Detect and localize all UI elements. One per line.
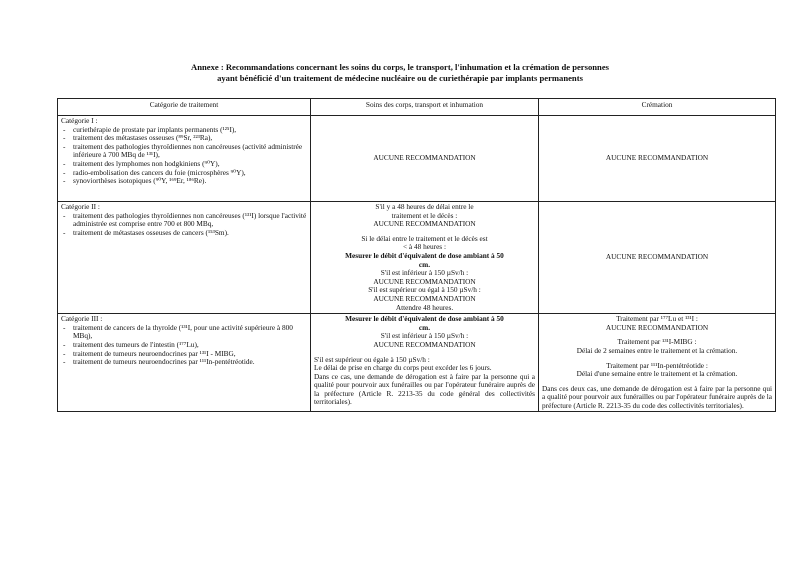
soins-measure: Mesurer le débit d'équivalent de dose ambiant à 50 xyxy=(345,314,504,324)
cremation-text: Traitement par ¹³¹I-MIBG : xyxy=(617,337,697,347)
recommendations-table xyxy=(57,98,776,412)
page-title xyxy=(0,62,800,84)
soins-text: AUCUNE RECOMMANDATION xyxy=(373,339,476,349)
category-1-cell xyxy=(58,116,311,202)
soins-text: S'il est supérieur ou égal à 150 µSv/h : xyxy=(368,285,481,295)
soins-text: S'il est inférieur à 150 µSv/h : xyxy=(380,331,469,341)
list-item: - synoviorthèses isotopiques (⁹⁰Y, ¹⁶⁹Er, ¹⁸⁶Re). xyxy=(73,177,307,186)
soins-text: S'il est supérieur ou égale à 150 µSv/h : xyxy=(314,354,430,364)
soins-measure: cm. xyxy=(418,322,431,332)
category-3-soins xyxy=(311,314,539,412)
list-item: - radio-embolisation des cancers du foie (microsphères ⁹⁰Y), xyxy=(73,169,307,178)
category-3-cell xyxy=(58,314,311,412)
list-item: - traitement des tumeurs de l'intestin (¹⁷⁷Lu), xyxy=(73,341,307,350)
list-item: - traitement de métastases osseuses de cancers (¹⁵³Sm). xyxy=(73,229,307,238)
list-item: - traitement des pathologies thyroïdiennes non cancéreuses (activité administrée inférieure à 700 MBq de ¹³¹I), xyxy=(73,143,307,160)
soins-measure: cm. xyxy=(418,259,431,269)
category-2-title: Catégorie II : xyxy=(61,202,100,211)
soins-text: AUCUNE RECOMMANDATION xyxy=(373,293,476,303)
soins-text: Le délai de prise en charge du corps peut excéder les 6 jours. xyxy=(314,363,492,373)
cremation-text: Traitement par ¹¹¹In-pentétréotide : xyxy=(606,360,708,370)
soins-text: S'il y a 48 heures de délai entre le xyxy=(375,202,474,211)
list-item: - traitement des métastases osseuses (⁸⁹Sr, ²²³Ra), xyxy=(73,134,307,143)
table-row-category-1 xyxy=(58,116,776,202)
cremation-text: Dans ces deux cas, une demande de dérogation est à faire par la personne qui a qualité pour pourvoir aux funérailles ou par l'opérateur funéraire auprès de la préfecture (Article R. 2213-35 du code des collectivités territoriales). xyxy=(542,383,772,410)
category-1-soins: AUCUNE RECOMMANDATION xyxy=(311,116,539,202)
title-line-1: Annexe : Recommandations concernant les soins du corps, le transport, l'inhumation et la crémation de personnes xyxy=(191,62,609,72)
table-row-category-2 xyxy=(58,202,776,314)
category-3-cremation xyxy=(539,314,776,412)
cremation-text: Délai de 2 semaines entre le traitement et la crémation. xyxy=(576,345,738,355)
category-1-title: Catégorie I : xyxy=(61,116,98,125)
header-cremation: Crémation xyxy=(539,99,776,116)
cremation-text: Traitement par ¹⁷⁷Lu et ¹³¹I : xyxy=(616,314,698,324)
soins-text: Si le délai entre le traitement et le décès est xyxy=(361,233,488,243)
list-item: - traitement de tumeurs neuroendocrines par ¹¹¹In-pentétréotide. xyxy=(73,358,307,367)
soins-text: S'il est inférieur à 150 µSv/h : xyxy=(380,268,469,278)
cremation-text: AUCUNE RECOMMANDATION xyxy=(605,322,709,332)
title-line-2: ayant bénéficié d'un traitement de médecine nucléaire ou de curiethérapie par implants permanents xyxy=(217,73,583,83)
soins-text: AUCUNE RECOMMANDATION xyxy=(373,219,476,229)
list-item: - traitement des lymphomes non hodgkiniens (⁹⁰Y), xyxy=(73,160,307,169)
header-soins: Soins des corps, transport et inhumation xyxy=(311,99,539,116)
cremation-text: Délai d'une semaine entre le traitement et la crémation. xyxy=(576,369,738,379)
header-category: Catégorie de traitement xyxy=(58,99,311,116)
soins-text: Dans ce cas, une demande de dérogation est à faire par la personne qui a qualité pour pourvoir aux funérailles ou par l'opérateur funéraire auprès de la préfecture (Article R. 2213-35 du code général des collectivités territoriales). xyxy=(314,371,535,407)
soins-measure: Mesurer le débit d'équivalent de dose ambiant à 50 xyxy=(345,250,504,260)
list-item: - traitement de cancers de la thyroïde (¹³¹I, pour une activité supérieure à 800 MBq), xyxy=(73,324,307,341)
category-1-list xyxy=(61,126,307,186)
soins-text: traitement et le décès : xyxy=(391,210,458,220)
table-row-category-3 xyxy=(58,314,776,412)
list-item: - traitement des pathologies thyroïdiennes non cancéreuses (¹³¹I) lorsque l'activité administrée est comprise entre 700 et 800 MBq, xyxy=(73,212,307,229)
category-2-cell xyxy=(58,202,311,314)
category-2-soins xyxy=(311,202,539,314)
list-item: - curiethérapie de prostate par implants permanents (¹²⁵I), xyxy=(73,126,307,135)
category-3-list xyxy=(61,324,307,367)
list-item: - traitement de tumeurs neuroendocrines par ¹³¹I - MIBG, xyxy=(73,350,307,359)
category-1-cremation: AUCUNE RECOMMANDATION xyxy=(539,116,776,202)
table-header-row xyxy=(58,99,776,116)
soins-text: Attendre 48 heures. xyxy=(395,302,454,312)
category-3-title: Catégorie III : xyxy=(61,314,103,324)
soins-text: < à 48 heures : xyxy=(402,242,447,252)
category-2-cremation: AUCUNE RECOMMANDATION xyxy=(539,202,776,314)
soins-text: AUCUNE RECOMMANDATION xyxy=(373,276,476,286)
category-2-list xyxy=(61,212,307,238)
